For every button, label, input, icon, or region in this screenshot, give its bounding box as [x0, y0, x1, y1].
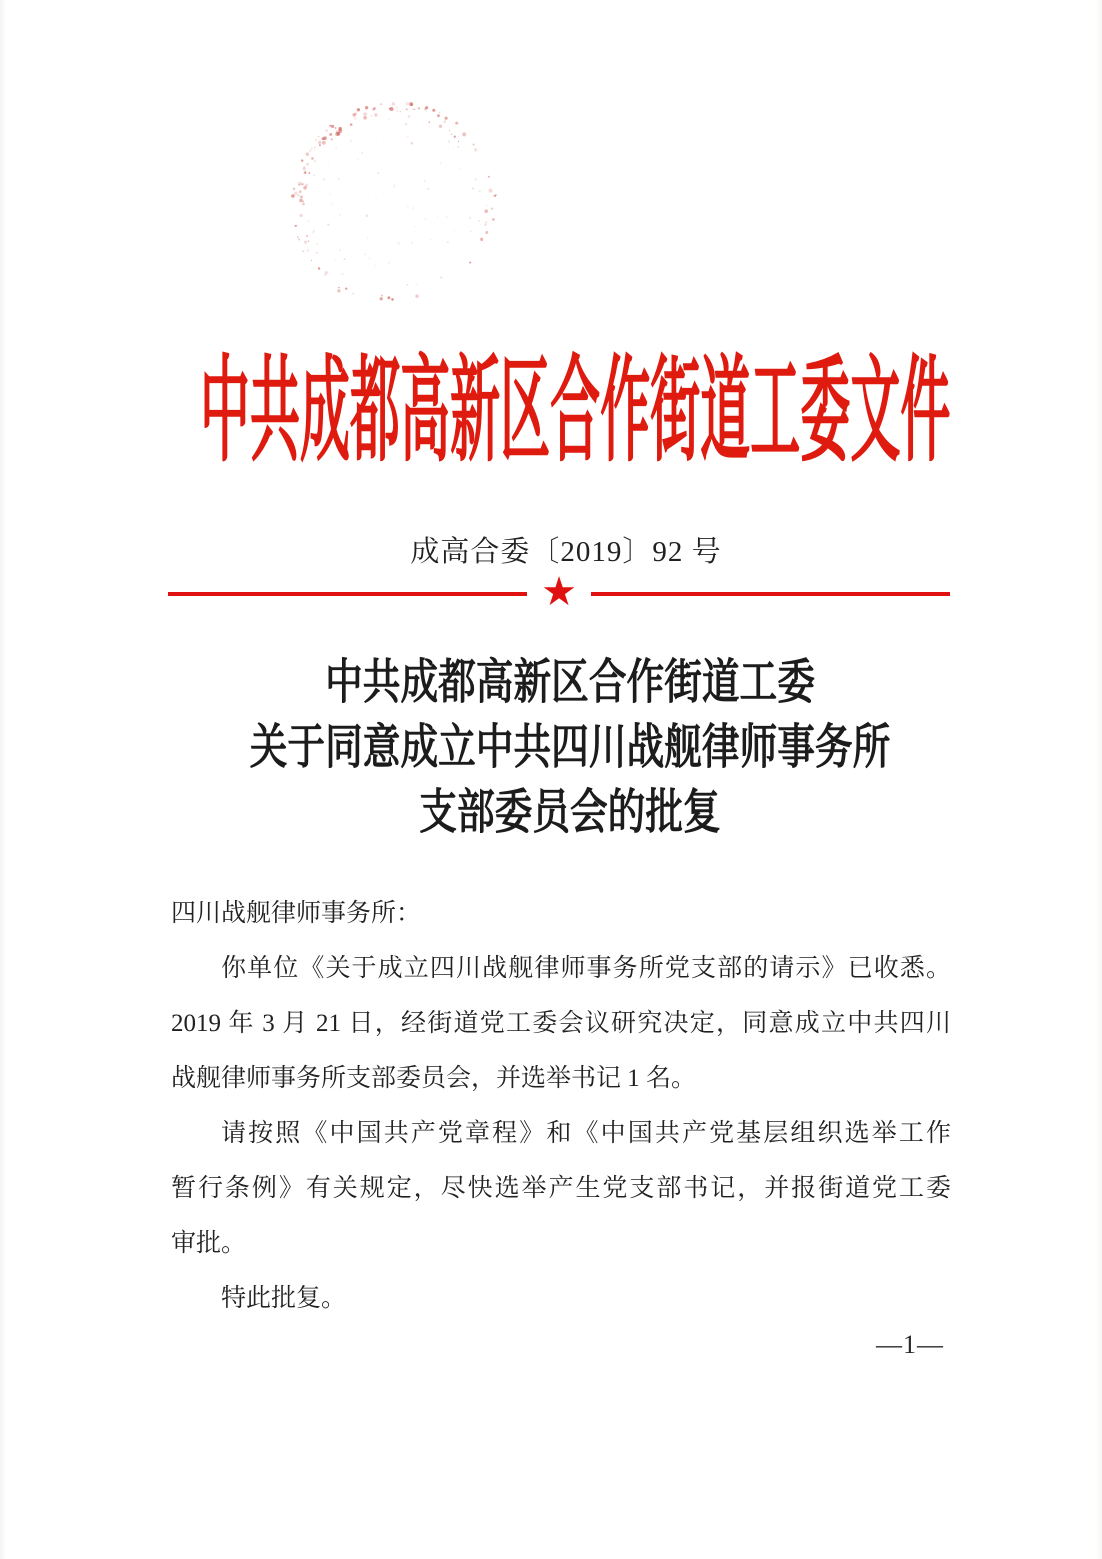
- document-body: [171, 886, 951, 1326]
- body-line: 战舰律师事务所支部委员会，并选举书记 1 名。: [171, 1065, 697, 1092]
- document-title: [19, 650, 1102, 845]
- title-line-text: 关于同意成立中共四川战舰律师事务所: [249, 720, 891, 774]
- body-line: 2019 年 3 月 21 日，经街道党工委会议研究决定，同意成立中共四川: [171, 1010, 951, 1037]
- body-line: 审批。: [171, 1230, 247, 1257]
- body-line: 暂行条例》有关规定，尽快选举产生党支部书记，并报街道党工委: [171, 1175, 951, 1202]
- salutation-line: 四川战舰律师事务所：: [171, 900, 422, 927]
- title-line: [19, 715, 1102, 780]
- document-number: 成高合委〔2019〕92 号: [410, 536, 722, 568]
- closing-line: 特此批复。: [221, 1285, 347, 1312]
- title-line-text: 中共成都高新区合作街道工委: [325, 655, 815, 709]
- body-line: 你单位《关于成立四川战舰律师事务所党支部的请示》已收悉。: [221, 955, 951, 982]
- body-line: 请按照《中国共产党章程》和《中国共产党基层组织选举工作: [221, 1120, 951, 1147]
- divider-line-right: [591, 592, 950, 596]
- divider-line-left: [168, 592, 527, 596]
- star-icon: ★: [541, 569, 577, 615]
- official-seal-icon: [285, 96, 505, 316]
- issuing-authority-banner-text: 中共成都高新区合作街道工委文件: [200, 348, 951, 475]
- red-divider: [168, 569, 950, 615]
- red-header-banner: [200, 348, 1102, 475]
- title-line: [19, 780, 1102, 845]
- title-line-text: 支部委员会的批复: [419, 785, 721, 839]
- title-line: [19, 650, 1102, 715]
- page-number: —1—: [876, 1330, 944, 1359]
